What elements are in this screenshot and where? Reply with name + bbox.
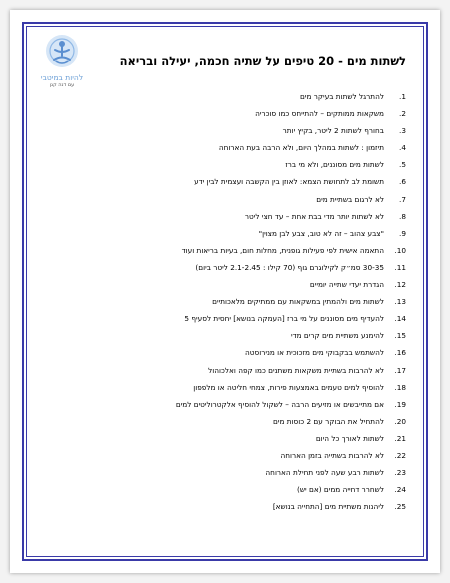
list-item-number: 9. [399,228,406,238]
list-item-number: 21. [394,433,406,443]
list-item-number: 11. [394,262,406,272]
list-item [66,485,406,502]
list-item-number: 12. [394,280,406,290]
list-item [66,126,406,143]
list-item-number: 1. [399,92,406,101]
list-item-number: 6. [399,177,406,187]
list-item [66,229,406,246]
list-item-text: להעדיף מים מסוננים על מי ברז [העמקה בנושא] יחסית לסעיף 5 [184,314,384,324]
list-item-text: לא לרגום בשתיית מים [316,194,384,204]
list-item-number: 4. [399,143,406,153]
list-item [66,383,406,400]
list-item [66,263,406,280]
logo-tagline: עם דנה קגן [49,82,75,88]
list-item-number: 3. [399,126,406,136]
list-item-text: להתחיל את הבוקר עם 2 כוסות מים [273,416,384,426]
list-item-text: לא לשתות יותר מדי בבת אחת – עד חצי ליטר [244,211,384,221]
list-item [66,177,406,194]
list-item-text: "צבע צהוב – זה לא טוב, צבע לבן מצוין" [258,228,384,238]
list-item [66,109,406,126]
list-item-number: 25. [394,502,406,512]
list-item [66,417,406,434]
list-item [66,160,406,177]
list-item-number: 24. [394,485,406,495]
list-item-text: לשתות לאורך כל היום [315,433,384,443]
list-item [66,451,406,468]
list-item-text: להוסיף למים טעמים באמצעות פירות, צמחי חליטה או מלפפון [193,382,384,392]
list-item-text: בחורף לשתות 2 ליטר, בקיץ יותר [282,126,384,136]
list-item [66,434,406,451]
list-item [66,297,406,314]
list-item-number: 20. [394,416,406,426]
list-item-text: הגדרת יעדי שתייה יומיים [309,280,384,290]
tips-list [66,92,406,519]
list-item-text: תיזמון : לשתות במהלך היום, ולא הרבה בעת הארוחה [218,143,384,153]
list-item-text: משקאות ממותקים – להתייחס כמו סוכריה [255,109,384,119]
list-item-number: 19. [394,399,406,409]
list-item [66,143,406,160]
list-item-number: 15. [394,331,406,341]
list-item-text: לשחרר דחייה ממים (אם יש) [297,485,384,495]
list-item [66,331,406,348]
list-item-text: תשומת לב לתחושת הצמא: לאוזן בין הקשבה ועצמית לבין ידע [194,177,384,187]
list-item-text: התאמה אישית לפי פעילות גופנית, מחלות חום, בעיות בריאות ועוד [181,245,384,255]
list-item [66,280,406,297]
list-item [66,246,406,263]
list-item-number: 23. [394,468,406,478]
list-item-text: לשתות רבע שעה לפני תחילת הארוחה [265,468,384,478]
list-item-text: להימנע משתיית מים קרים מדי [290,331,384,341]
list-item [66,195,406,212]
list-item-number: 22. [394,450,406,460]
list-item-number: 14. [394,314,406,324]
list-item-text: להשתמש בבקבוקי מים מזכוכית או מנירוסטה [245,348,384,358]
list-item [66,348,406,365]
list-item-number: 8. [399,211,406,221]
list-item [66,400,406,417]
list-item-text: אם מתייבשים או מזיעים הרבה – לשקול להוסיף אלקטרוליטים למים [175,399,384,409]
list-item [66,314,406,331]
list-item [66,502,406,519]
list-item-number: 2. [399,109,406,119]
list-item [66,366,406,383]
list-item-number: 13. [394,297,406,307]
document-title: לשתות מים - 20 טיפים על שתיה חכמה, יעילה ובריאה [119,54,406,68]
list-item-text: לא להרבות בשתיית משקאות משתנים כמו קפה ואלכוהול [208,365,384,375]
logo-name: להיות במיטבי [40,73,84,82]
document-page [10,10,440,573]
list-item [66,212,406,229]
list-item-number: 17. [394,365,406,375]
list-item [66,468,406,485]
list-item-number: 5. [399,160,406,170]
meditation-figure-icon [45,34,79,72]
list-item-number: 10. [394,245,406,255]
list-item-text: ליהנות משתיית מים [התחייה בנושא] [272,502,384,512]
list-item [66,92,406,109]
list-item-number: 18. [394,382,406,392]
list-item-text: לא להרבות בשתייה בזמן הארוחה [280,450,384,460]
list-item-text: 30-35 סמ״ק לקילוגרם גוף (70 קילו : 2.1-2.45 ליטר ביום) [195,262,384,272]
list-item-number: 16. [394,348,406,358]
logo [36,34,88,100]
list-item-text: לשתות מים ולהמתין במשקאות עם ממתיקים מלאכותיים [212,297,384,307]
list-item-text: לשתות מים מסוננים, ולא מי ברז [285,160,384,170]
list-item-text: להתרגל לשתות בעיקר מים [300,92,384,101]
list-item-number: 7. [399,194,406,204]
